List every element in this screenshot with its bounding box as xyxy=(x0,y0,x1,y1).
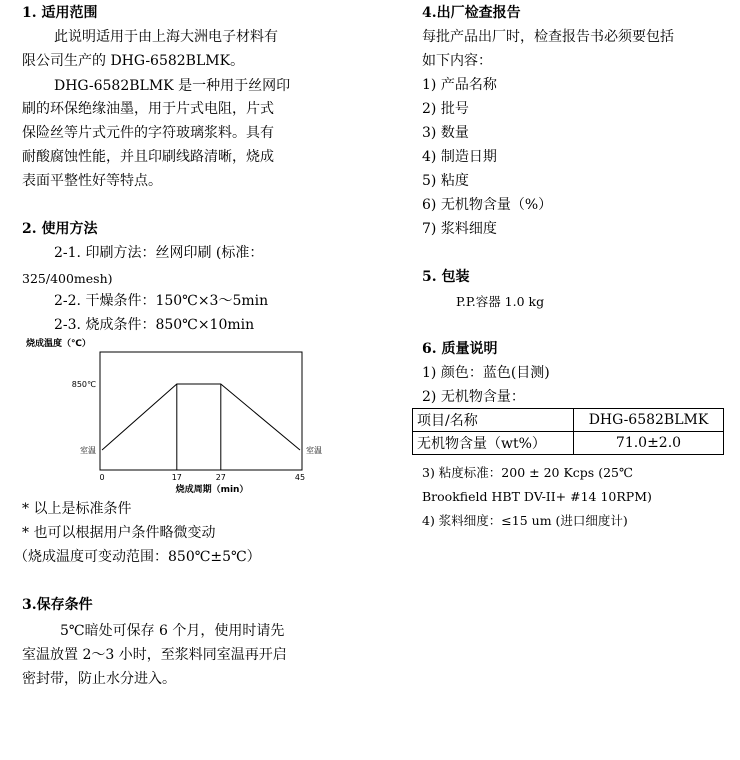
report-item: 1) 产品名称 xyxy=(422,77,497,93)
section-2-title: 2. 使用方法 xyxy=(22,221,98,237)
table-row xyxy=(413,432,724,455)
s1-line-4: 刷的环保绝缘油墨，用于片式电阻，片式 xyxy=(22,101,274,117)
note-range: （烧成温度可变动范围：850℃±5℃） xyxy=(14,549,261,565)
method-1-cont: 325/400mesh) xyxy=(22,271,113,286)
quality-viscosity-cont: Brookfield HBT DV-II+ #14 10RPM) xyxy=(422,489,652,504)
report-item: 7) 浆料细度 xyxy=(422,221,497,237)
x-tick-label: 45 xyxy=(294,473,306,482)
firing-profile-line xyxy=(102,384,300,450)
s1-line-2: 限公司生产的 DHG-6582BLMK。 xyxy=(22,53,245,69)
s1-line-6: 耐酸腐蚀性能，并且印刷线路清晰，烧成 xyxy=(22,149,274,165)
report-item: 6) 无机物含量（%） xyxy=(422,197,553,213)
firing-profile-chart xyxy=(22,336,342,496)
table-header-item: 项目/名称 xyxy=(413,409,574,432)
quality-table xyxy=(412,408,724,455)
chart-x-label: 烧成周期（min） xyxy=(175,485,249,495)
method-1: 2-1. 印刷方法：丝网印刷 (标准： xyxy=(54,245,264,261)
report-item: 4) 制造日期 xyxy=(422,149,497,165)
s4-line-1: 每批产品出厂时，检查报告书必须要包括 xyxy=(422,29,674,45)
quality-inorganic: 2) 无机物含量： xyxy=(422,389,525,405)
s3-line-2: 室温放置 2～3 小时，至浆料同室温再开启 xyxy=(22,647,287,663)
table-row xyxy=(413,409,724,432)
quality-color: 1) 颜色：蓝色(目测) xyxy=(422,365,550,381)
section-6-title: 6. 质量说明 xyxy=(422,341,498,357)
chart-frame xyxy=(100,352,302,470)
report-item: 3) 数量 xyxy=(422,125,469,141)
method-3: 2-3. 烧成条件：850℃×10min xyxy=(54,317,255,333)
chart-y-label: 烧成温度（℃） xyxy=(26,339,91,349)
package-text: P.P.容器 1.0 kg xyxy=(456,294,545,309)
s3-line-1: 5℃暗处可保存 6 个月，使用时请先 xyxy=(60,623,285,639)
s1-line-5: 保险丝等片式元件的字符玻璃浆料。具有 xyxy=(22,125,274,141)
s1-line-3: DHG-6582BLMK 是一种用于丝网印 xyxy=(54,78,291,94)
section-3-title: 3.保存条件 xyxy=(22,597,93,613)
s1-line-7: 表面平整性好等特点。 xyxy=(22,173,162,189)
x-tick-label: 17 xyxy=(171,473,182,482)
note-standard: * 以上是标准条件 xyxy=(22,501,132,517)
s3-line-3: 密封带，防止水分进入。 xyxy=(22,671,176,687)
section-1-title: 1. 适用范围 xyxy=(22,5,98,21)
table-cell-inorganic: 无机物含量（wt%） xyxy=(413,432,574,455)
s1-line-1: 此说明适用于由上海大洲电子材料有 xyxy=(54,29,278,45)
s4-line-2: 如下内容： xyxy=(422,53,492,69)
y-tick-label: 850℃ xyxy=(71,380,96,389)
x-tick-label: 27 xyxy=(215,473,226,482)
quality-fineness: 4) 浆料细度：≤15 um (进口细度计) xyxy=(422,513,628,528)
note-variable: * 也可以根据用户条件略微变动 xyxy=(22,525,216,541)
report-item: 5) 粘度 xyxy=(422,173,469,189)
right-end-label: 室温 xyxy=(306,446,322,455)
table-cell-value: 71.0±2.0 xyxy=(574,432,724,455)
method-2: 2-2. 干燥条件：150℃×3～5min xyxy=(54,293,269,309)
table-header-product: DHG-6582BLMK xyxy=(574,409,724,432)
report-item: 2) 批号 xyxy=(422,101,469,117)
quality-viscosity: 3) 粘度标准：200 ± 20 Kcps (25℃ xyxy=(422,465,633,480)
y-tick-label: 室温 xyxy=(80,446,96,455)
section-4-title: 4.出厂检查报告 xyxy=(422,5,521,21)
section-5-title: 5. 包装 xyxy=(422,269,470,285)
x-tick-label: 0 xyxy=(99,473,105,482)
